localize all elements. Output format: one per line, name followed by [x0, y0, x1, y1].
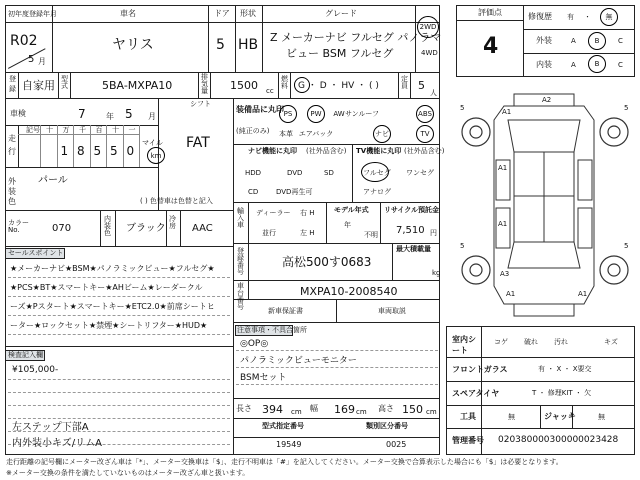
shift-value: FAT	[186, 135, 210, 151]
shape-label: 形状	[240, 9, 256, 18]
equipment-title-sub: (純正のみ)	[236, 127, 270, 135]
inspector-price: ¥105,000-	[12, 365, 59, 375]
tv-title-sub: (社外品含む)	[404, 147, 445, 155]
odometer-digit: 5	[110, 144, 118, 158]
sales-point-line: ーター★ロックセット★禁煙★シートリフター★HUD★	[10, 321, 208, 330]
navi-item-hdd: HDD	[245, 169, 262, 177]
drive-4wd: 4WD	[421, 49, 438, 57]
width-value: 169	[334, 403, 355, 416]
footer-line2: ※メーター交換の条件を満たしていないものはメーター改ざん車と扱います。	[6, 469, 250, 477]
tools-value: 無	[508, 413, 515, 421]
exterior-grade-label: 外装	[536, 36, 552, 45]
odometer-digit: 1	[60, 144, 69, 158]
import-left: 左 H	[300, 229, 315, 237]
odometer-digit-header: 千	[79, 126, 86, 134]
equipment-selected-circle	[373, 125, 391, 143]
displacement-value: 1500	[230, 79, 258, 92]
doors-value: 5	[216, 37, 225, 53]
model-year-unknown: 不明	[364, 231, 378, 239]
mileage-label-b: 行	[8, 147, 16, 156]
type-spec-value: 19549	[276, 440, 302, 449]
equipment-selected-circle	[279, 105, 297, 123]
max-load-label: 最大積載量	[396, 245, 431, 253]
inspection-year: 7	[78, 107, 86, 121]
recycle-label: リサイクル預託金	[384, 206, 440, 214]
equipment-item: サンルーフ	[344, 110, 380, 118]
exterior-label-c: 色	[8, 197, 16, 206]
inspection-month-unit: 月	[148, 112, 156, 121]
car-damage-diagram	[456, 90, 635, 322]
navi-item-dvd: DVD	[287, 169, 303, 177]
navi-title: ナビ機能に丸印	[248, 147, 297, 155]
width-unit: cm	[356, 408, 367, 416]
management-label: 管理番号	[452, 436, 484, 445]
height-unit: cm	[426, 408, 437, 416]
equipment-item: 本革	[279, 130, 293, 138]
damage-label-6: A1	[506, 290, 516, 298]
registration-label-b: 録	[9, 85, 16, 93]
fuel-options: G ・ D ・ HV ・ ( )	[298, 81, 379, 91]
fuel-selected-circle	[294, 77, 310, 93]
seat-item-kizu: キズ	[604, 338, 618, 346]
category-label: 類別区分番号	[366, 422, 408, 430]
wheel-mark-rear-left: 5	[460, 242, 465, 250]
capacity-unit: 人	[430, 89, 437, 97]
model-name: ヤリス	[112, 37, 154, 53]
equipment-selected-circle	[416, 125, 434, 143]
exterior-grade-c: C	[618, 37, 623, 45]
equipment-item: エアバック	[298, 130, 334, 138]
chassis-label: 車台番号	[237, 282, 244, 311]
odometer-digit-header: 万	[62, 126, 70, 134]
repair-label: 修復歴	[528, 12, 552, 21]
reg-month: 5	[28, 54, 35, 65]
ac-label: 冷房	[169, 215, 176, 230]
seat-label: 室内シート	[452, 335, 476, 355]
inspector-title: 検査記入欄	[8, 351, 43, 359]
import-parallel: 並行	[262, 229, 276, 237]
notes-line1: ◎OP◎	[240, 339, 269, 349]
equipment-selected-circle	[416, 105, 434, 123]
equipment-item: PW	[310, 110, 322, 118]
mileage-label-a: 走	[8, 134, 16, 143]
model-name-label: 車名	[120, 9, 136, 18]
reg-era: R02	[10, 33, 38, 49]
color-no-label: カラー No.	[8, 219, 29, 234]
navi-item-cd: CD	[248, 188, 259, 196]
repair-option-yes: 有	[567, 13, 574, 21]
odometer-digit-header: 十	[112, 126, 119, 134]
score-label: 評価点	[478, 8, 502, 17]
category-value: 0025	[386, 440, 407, 449]
wheel-mark-rear-right: 5	[624, 242, 629, 250]
tools-label: 工具	[460, 412, 476, 421]
tv-item-analog: アナログ	[363, 188, 391, 196]
height-value: 150	[402, 403, 423, 416]
equipment-item: PS	[283, 110, 293, 118]
model-year-label: モデル年式	[334, 206, 369, 214]
seat-item-yogore: 汚れ	[554, 338, 568, 346]
inspection-year-unit: 年	[106, 112, 114, 121]
sales-point-line: ーズ★Pスタート★スマートキー★ETC2.0★前席シートヒ	[10, 302, 215, 311]
equipment-item: AW	[333, 110, 345, 118]
spare-label: スペアタイヤ	[452, 389, 500, 398]
glass-options: 有 ・ X ・ X要交	[538, 365, 592, 373]
spare-options: T ・ 修理KIT ・ 欠	[532, 389, 592, 397]
recycle-unit: 円	[430, 229, 437, 237]
odometer-digit-header: 百	[95, 126, 103, 134]
exterior-note: ( ) 色替車は色替と記入	[140, 197, 213, 205]
interior-grade-label: 内装	[536, 60, 552, 69]
seat-item-yabure: 破れ	[524, 338, 538, 346]
navi-title-sub: (社外品含む)	[306, 147, 347, 155]
odometer-digit: 5	[93, 144, 102, 158]
exterior-label-a: 外	[8, 177, 16, 186]
ac-value: AAC	[192, 223, 213, 234]
mileage-record-label: 記号	[26, 126, 40, 134]
grade-label: グレード	[325, 9, 357, 18]
repair-sep: ・	[584, 13, 591, 21]
grade-line1: Z メーカーナビ フルセグ パノラマ	[270, 31, 442, 44]
interior-grade-b: B	[588, 55, 606, 73]
length-label: 長さ	[236, 404, 252, 413]
displacement-unit: cc	[266, 87, 274, 95]
shape-value: HB	[238, 37, 259, 53]
jack-value: 無	[598, 413, 605, 421]
sales-point-line: ★PCS★BT★スマートキー★AHビーム★レーダークル	[10, 283, 203, 292]
equipment-selected-circle	[307, 105, 325, 123]
odometer-digit-header: 一	[128, 126, 136, 134]
odometer-digit: 0	[126, 144, 135, 158]
max-load-unit: kg	[432, 269, 441, 277]
equipment-item: TV	[420, 130, 430, 138]
capacity-value: 5	[418, 79, 425, 92]
navi-item-sd: SD	[324, 169, 334, 177]
reg-year-label: 初年度登録年月	[8, 10, 57, 18]
mileage-unit-mile: マイル	[142, 139, 163, 147]
interior-grade-c: C	[618, 61, 623, 69]
interior-color-value: ブラック	[126, 223, 166, 234]
equipment-item: ABS	[418, 110, 432, 118]
damage-label-5: A3	[500, 270, 510, 278]
height-label: 高さ	[378, 404, 394, 413]
exterior-grade-b: B	[588, 32, 606, 50]
type-spec-label: 型式指定番号	[262, 422, 304, 430]
inspector-line1: 左ステップ下部A	[12, 422, 89, 433]
tv-item-fullseg: フルセグ	[363, 169, 391, 177]
inspection-month: 5	[125, 107, 133, 121]
score-value: 4	[483, 34, 499, 59]
shift-label: シフト	[190, 100, 211, 108]
model-year-value: 年	[344, 221, 351, 229]
model-code: 5BA-MXPA10	[102, 79, 173, 92]
tv-item-oneseg: ワンセグ	[406, 169, 434, 177]
model-code-label: 型式	[61, 75, 68, 90]
exterior-label-b: 装	[8, 187, 16, 196]
import-right: 右 H	[300, 209, 315, 217]
equipment-item: ナビ	[375, 130, 389, 138]
tv-title: TV機能に丸印	[356, 147, 402, 155]
length-unit: cm	[291, 408, 302, 416]
interior-grade-a: A	[571, 61, 576, 69]
length-value: 394	[262, 403, 283, 416]
inspector-line2: 内外装小キズ/リムA	[12, 438, 103, 449]
navi-item-dvd-play: DVD再生可	[276, 188, 313, 196]
reg-number-value: 高松500す0683	[282, 255, 372, 269]
management-value: 020380000300000023428	[498, 435, 619, 445]
warranty-new-car: 新車保証書	[268, 307, 303, 315]
interior-color-label: 内装色	[104, 215, 111, 237]
chassis-value: MXPA10-2008540	[300, 285, 398, 298]
notes-line2: パノラミックビューモニター	[240, 356, 357, 366]
notes-title: 注意事項・不具合箇所	[237, 326, 307, 334]
exterior-color: パール	[38, 175, 68, 186]
wheel-mark-front-right: 5	[624, 104, 629, 112]
sales-points-title: セールスポイント	[8, 249, 64, 257]
recycle-value: 7,510	[396, 225, 425, 236]
warranty-manual: 車両取説	[378, 307, 406, 315]
mileage-unit-km: km	[147, 147, 165, 164]
doors-label: ドア	[214, 9, 230, 18]
footer-line1: 走行距離の記号欄にメーター改ざん車は「*」、メーター交換車は「$」、走行不明車は「#」を記入してください。メーター交換で合算表示した場合にも「$」は必要となります。	[6, 458, 563, 466]
glass-label: フロントガラス	[452, 365, 508, 374]
exterior-grade-a: A	[571, 37, 576, 45]
grade-line2: ビュー BSM フルセグ	[286, 47, 394, 60]
sales-point-line: ★メーカーナビ★BSM★パノラミックビュー★フルセグ★	[10, 264, 215, 273]
registration-label-a: 登	[9, 75, 16, 83]
reg-number-label: 登録番号	[237, 247, 244, 276]
damage-label-2: A2	[542, 96, 552, 104]
odometer-digit: 8	[77, 144, 85, 158]
width-label: 幅	[310, 404, 318, 413]
drive-2wd: 2WD	[417, 16, 439, 38]
damage-label-7: A1	[578, 290, 588, 298]
import-dealer: ディーラー	[256, 209, 291, 217]
displacement-label: 排気量	[201, 73, 208, 95]
import-label: 輸入車	[237, 207, 244, 229]
color-no-value: 070	[52, 223, 72, 234]
repair-option-no: 無	[600, 8, 618, 26]
reg-month-unit: 月	[38, 57, 46, 66]
seat-item-koge: コゲ	[494, 338, 508, 346]
damage-label-1: A1	[502, 108, 512, 116]
odometer-digit-header: 十	[46, 126, 53, 134]
notes-line3: BSMセット	[240, 373, 287, 383]
wheel-mark-front-left: 5	[460, 104, 465, 112]
use-type: 自家用	[22, 79, 55, 92]
damage-label-4: A1	[498, 220, 508, 228]
equipment-title: 装備品に丸印	[236, 105, 284, 114]
fuel-label: 燃料	[281, 75, 288, 90]
inspection-label: 車検	[10, 109, 26, 118]
damage-label-3: A1	[498, 164, 508, 172]
capacity-label: 定員	[401, 75, 408, 90]
jack-label: ジャッキ	[544, 412, 576, 421]
